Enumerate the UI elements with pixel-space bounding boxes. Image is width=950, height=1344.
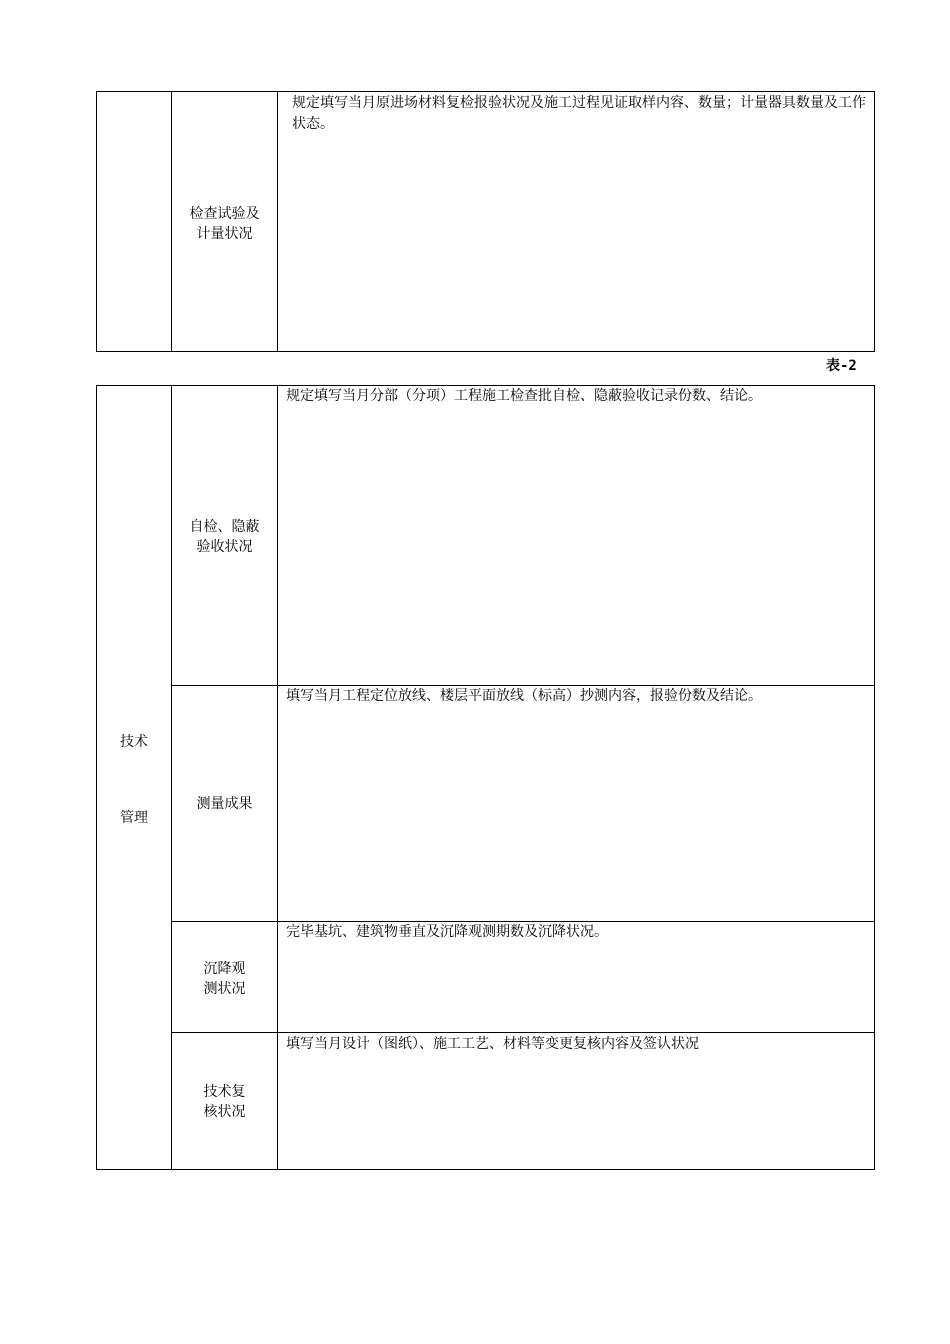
table-2-row-1-content: 规定填写当月分部（分项）工程施工检查批自检、隐蔽验收记录份数、结论。: [286, 388, 762, 404]
table-2-row-1-label: [172, 517, 277, 557]
table-2-row-3-label: [172, 959, 277, 999]
table-2-row-4-content: 填写当月设计（图纸）、施工工艺、材料等变更复核内容及签认状况: [286, 1036, 699, 1052]
table-2-divider-2: [277, 385, 278, 1170]
table-caption: 表-2: [826, 358, 857, 374]
table-1-content: 规定填写当月原进场材料复检报验状况及施工过程见证取样内容、数量；计量器具数量及工作状态。: [292, 95, 866, 132]
table-2-row-2-label-line-1: 测量成果: [196, 796, 253, 812]
table-1-divider-2: [277, 91, 278, 352]
table-2-group-label-line-1: 技术: [120, 734, 148, 750]
table-2-group-label-line-2: 管理: [120, 810, 148, 826]
table-1-row-label-line-1: 检查试验及: [189, 206, 260, 222]
table-2-row-4-label-line-2: 核状况: [203, 1104, 246, 1120]
table-2-row-3-content: 完毕基坑、建筑物垂直及沉降观测期数及沉降状况。: [286, 924, 608, 940]
table-2-divider-1: [171, 385, 172, 1170]
table-1-row-label: [172, 204, 277, 244]
table-2-row-3-label-line-1: 沉降观: [203, 961, 246, 977]
table-2-row-1-label-line-2: 验收状况: [196, 539, 253, 555]
table-2-row-2-label: [172, 794, 277, 814]
table-2-row-3-label-line-2: 测状况: [203, 981, 246, 997]
table-2-row-2-content: 填写当月工程定位放线、楼层平面放线（标高）抄测内容，报验份数及结论。: [286, 688, 762, 704]
table-1-row-label-line-2: 计量状况: [196, 226, 253, 242]
table-2-row-4-label-line-1: 技术复: [203, 1084, 246, 1100]
table-2-row-1-label-line-1: 自检、隐蔽: [189, 519, 260, 535]
table-2-row-4-label: [172, 1082, 277, 1122]
table-2-row-separator-3: [171, 1032, 875, 1033]
